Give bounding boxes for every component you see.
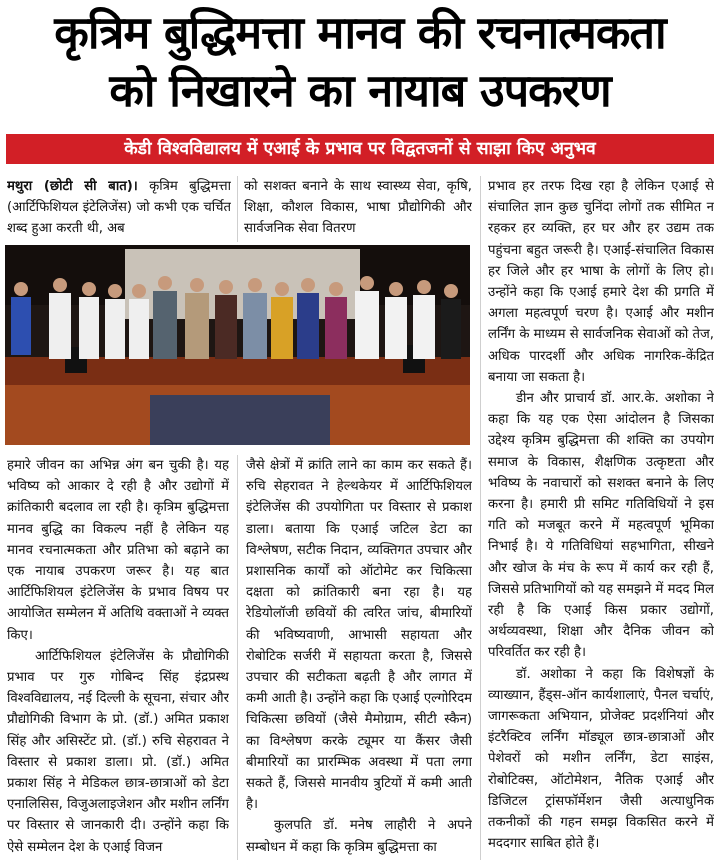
subheadline-banner: केडी विश्वविद्यालय में एआई के प्रभाव पर विद्वतजनों से साझा किए अनुभव	[6, 134, 714, 164]
intro-text-1: कृत्रिम बुद्धिमत्ता (आर्टिफिशियल इंटेलिजेंस) जो कभी एक चर्चित शब्द हुआ करती थी, अब	[7, 179, 231, 237]
dateline: मथुरा (छोटी सी बात)।	[7, 179, 138, 194]
headline-line-1: कृत्रिम बुद्धिमत्ता मानव की रचनात्मकता	[54, 6, 666, 59]
headline-line-2: को निखारने का नायाब उपकरण	[109, 64, 611, 117]
body-column-2	[246, 455, 472, 860]
body-column-3	[488, 176, 714, 860]
paragraph: डॉ. अशोका ने कहा कि विशेषज्ञों के व्याख्यान, हैंड्स-ऑन कार्यशालाएं, पैनल चर्चाएं, जागरूकता अभियान, प्रोजेक्ट प्रदर्शनियां और इंटरैक्टिव लर्निंग मॉड्यूल छात्र-छात्राओं और पेशेवरों को मशीन लर्निंग, डेटा साइंस, रोबोटिक्स, ऑटोमेशन, नैतिक एआई और डिजिटल ट्रांसफॉर्मेशन जैसी अत्याधुनिक तकनीकों की गहन समझ विकसित करने में मददगार साबित होते हैं।	[488, 666, 714, 852]
event-photo	[5, 245, 470, 445]
paragraph: आर्टिफिशियल इंटेलिजेंस के प्रौद्योगिकी प्रभाव पर गुरु गोबिन्द सिंह इंद्रप्रस्थ विश्वविद्यालय, नई दिल्ली के सूचना, संचार और प्रौद्योगिकी विभाग के प्रो. (डॉ.) अमित प्रकाश सिंह और असिस्टेंट प्रो. (डॉ.) रुचि सेहरावत ने विस्तार से प्रकाश डाला। प्रो. (डॉ.) अमित प्रकाश सिंह ने मेडिकल छात्र-छात्राओं को डेटा एनालिसिस, विजुअलाइजेशन और मशीन लर्निंग पर विस्तार से जानकारी दी। उन्होंने कहा कि ऐसे सम्मेलन देश के एआई विजन	[7, 648, 229, 855]
intro-column-1	[7, 176, 231, 242]
event-photo-illustration	[5, 245, 470, 445]
column-divider	[237, 176, 238, 242]
intro-column-2	[244, 176, 472, 242]
body-column-1	[7, 455, 229, 860]
paragraph: कुलपति डॉ. मनेष लाहौरी ने अपने सम्बोधन में कहा कि कृत्रिम बुद्धिमत्ता का	[246, 818, 472, 855]
headline	[0, 4, 720, 120]
column-divider	[237, 455, 238, 860]
column-divider	[480, 176, 481, 860]
paragraph: प्रभाव हर तरफ दिख रहा है लेकिन एआई से संचालित ज्ञान कुछ चुनिंदा लोगों तक सीमित न रहकर हर व्यक्ति, हर घर और हर उद्यम तक पहुंचना बहुत जरूरी है। एआई-संचालित विकास हर जिले और हर भाषा के लोगों के लिए हो। उन्होंने कहा कि एआई हमारे देश की प्रगति में अगला महत्वपूर्ण चरण है। एआई और मशीन लर्निंग के माध्यम से सार्वजनिक सेवाओं को तेज, अधिक पारदर्शी और अधिक नागरिक-केंद्रित बनाया जा सकता है।	[488, 179, 714, 385]
paragraph: डीन और प्राचार्य डॉ. आर.के. अशोका ने कहा कि यह एक ऐसा आंदोलन है जिसका उद्देश्य कृत्रिम बुद्धिमत्ता की शक्ति का उपयोग समाज के विकास, शैक्षणिक उत्कृष्टता और भविष्य के नवाचारों को सशक्त बनाने के लिए करना है। हमारी प्री समिट गतिविधियों ने इस गति को मजबूत करने में महत्वपूर्ण भूमिका निभाई है। ये गतिविधियां सहभागिता, सीखने और खोज के मंच के रूप में कार्य कर रही हैं, जिससे प्रतिभागियों को यह समझने में मदद मिल रही है कि एआई किस प्रकार उद्योगों, अर्थव्यवस्था, शिक्षा और दैनिक जीवन को परिवर्तित कर रही है।	[488, 391, 714, 661]
intro-text-2: को सशक्त बनाने के साथ स्वास्थ्य सेवा, कृषि, शिक्षा, कौशल विकास, भाषा प्रौद्योगिकी और सार्वजनिक सेवा वितरण	[244, 179, 472, 237]
paragraph: जैसे क्षेत्रों में क्रांति लाने का काम कर सकते हैं। रुचि सेहरावत ने हेल्थकेयर में आर्टिफिशियल इंटेलिजेंस की उपयोगिता पर विस्तार से प्रकाश डाला। बताया कि एआई जटिल डेटा का विश्लेषण, सटीक निदान, व्यक्तिगत उपचार और प्रशासनिक कार्यों को ऑटोमेट कर चिकित्सा दक्षता को क्रांतिकारी बना रहा है। यह रेडियोलॉजी छवियों की त्वरित जांच, बीमारियों की भविष्यवाणी, आभासी सहायता और रोबोटिक सर्जरी में सहायता करता है, जिससे उपचार की सटीकता बढ़ती है और लागत में कमी आती है। उन्होंने कहा कि एआई एल्गोरिदम चिकित्सा छवियों (जैसे मैमोग्राम, सीटी स्कैन) का विश्लेषण करके ट्यूमर या कैंसर जैसी बीमारियों का प्रारम्भिक अवस्था में पता लगा सकते हैं, जिससे मानवीय त्रुटियों में कमी आती है।	[246, 458, 472, 813]
paragraph: हमारे जीवन का अभिन्न अंग बन चुकी है। यह भविष्य को आकार दे रही है और उद्योगों में क्रांतिकारी बदलाव ला रही है। कृत्रिम बुद्धिमत्ता मानव बुद्धि का विकल्प नहीं है लेकिन यह मानव रचनात्मकता और प्रतिभा को बढ़ाने का एक नायाब उपकरण जरूर है। यह बात आर्टिफिशियल इंटेलिजेंस के प्रभाव विषय पर आयोजित सम्मेलन में अतिथि वक्ताओं ने व्यक्त किए।	[7, 458, 229, 643]
